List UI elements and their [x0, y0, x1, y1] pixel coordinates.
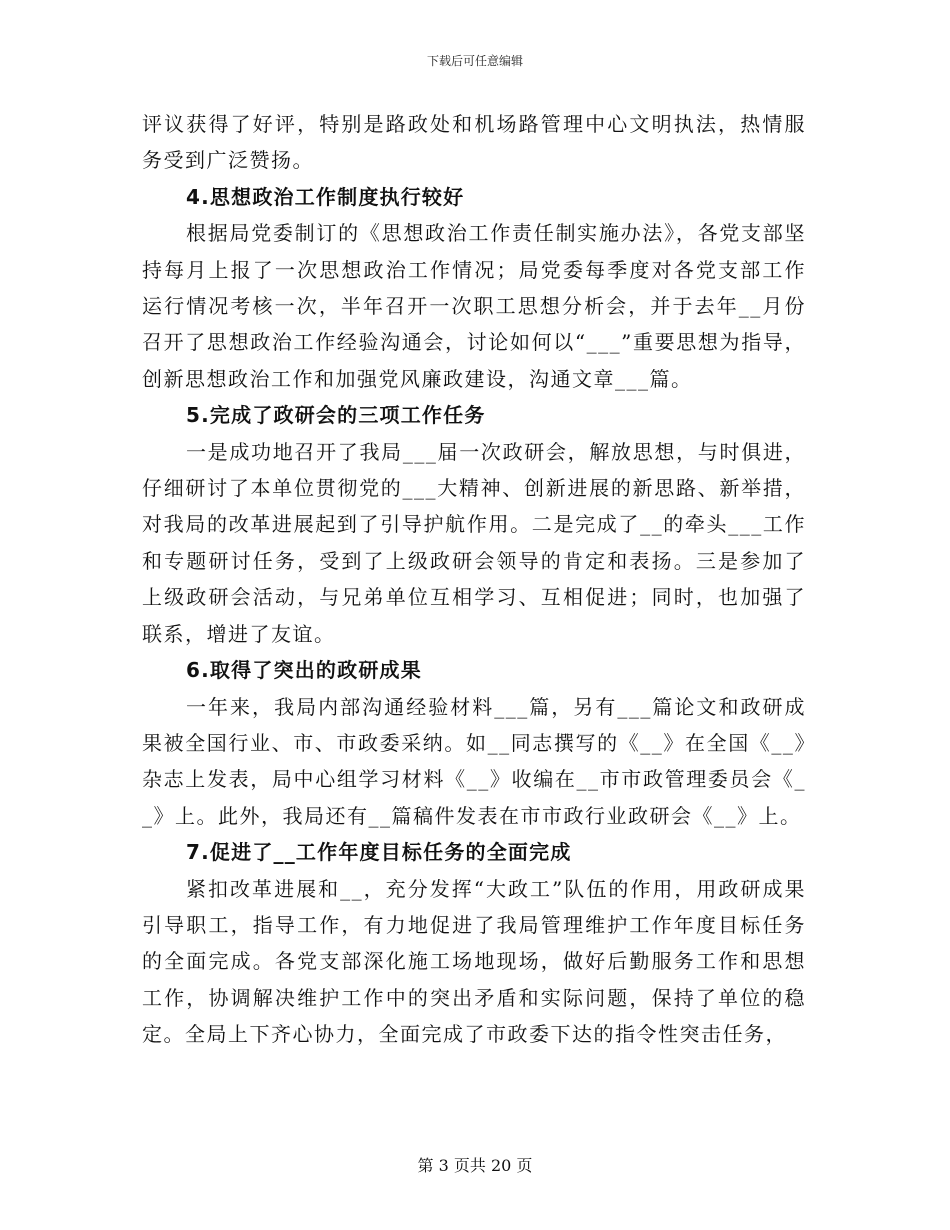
section-heading-7: 7.促进了__工作年度目标任务的全面完成 — [186, 840, 572, 865]
paragraph-section-7: 紧扣改革进展和__，充分发挥“大政工”队伍的作用，用政研成果引导职工，指导工作，有力地促进了我局管理维护工作年度目标任务的全面完成。各党支部深化施工场地现场，做好后勤服务工作和思想工作，协调解决维护工作中的突出矛盾和实际问题，保持了单位的稳定。全局上下齐心协力，全面完成了市政委下达的指令性突击任务， — [142, 876, 806, 1047]
section-heading-4: 4.思想政治工作制度执行较好 — [186, 184, 465, 209]
section-heading-5: 5.完成了政研会的三项工作任务 — [186, 403, 486, 428]
paragraph-continued: 评议获得了好评，特别是路政处和机场路管理中心文明执法，热情服务受到广泛赞扬。 — [142, 112, 806, 173]
paragraph-section-6: 一年来，我局内部沟通经验材料___篇，另有___篇论文和政研成果被全国行业、市、市政委采纳。如__同志撰写的《__》在全国《__》杂志上发表，局中心组学习材料《__》收编在__市市政管理委员会《__》上。此外，我局还有__篇稿件发表在市市政行业政研会《__》上。 — [142, 694, 806, 828]
paragraph-section-4: 根据局党委制订的《思想政治工作责任制实施办法》，各党支部坚持每月上报了一次思想政治工作情况；局党委每季度对各党支部工作运行情况考核一次，半年召开一次职工思想分析会，并于去年__月份召开了思想政治工作经验沟通会，讨论如何以“___”重要思想为指导，创新思想政治工作和加强党风廉政建设，沟通文章___篇。 — [142, 221, 806, 391]
page-header: 下载后可任意编辑 — [426, 54, 523, 68]
paragraph-section-5: 一是成功地召开了我局___届一次政研会，解放思想，与时俱进，仔细研讨了本单位贯彻党的___大精神、创新进展的新思路、新举措，对我局的改革进展起到了引导护航作用。二是完成了__的牵头___工作和专题研讨任务，受到了上级政研会领导的肯定和表扬。三是参加了上级政研会活动，与兄弟单位互相学习、互相促进；同时，也加强了联系，增进了友谊。 — [142, 439, 806, 646]
document-body — [142, 106, 806, 1053]
page-number-footer: 第 3 页共 20 页 — [417, 1156, 533, 1175]
section-heading-6: 6.取得了突出的政研成果 — [186, 658, 422, 683]
